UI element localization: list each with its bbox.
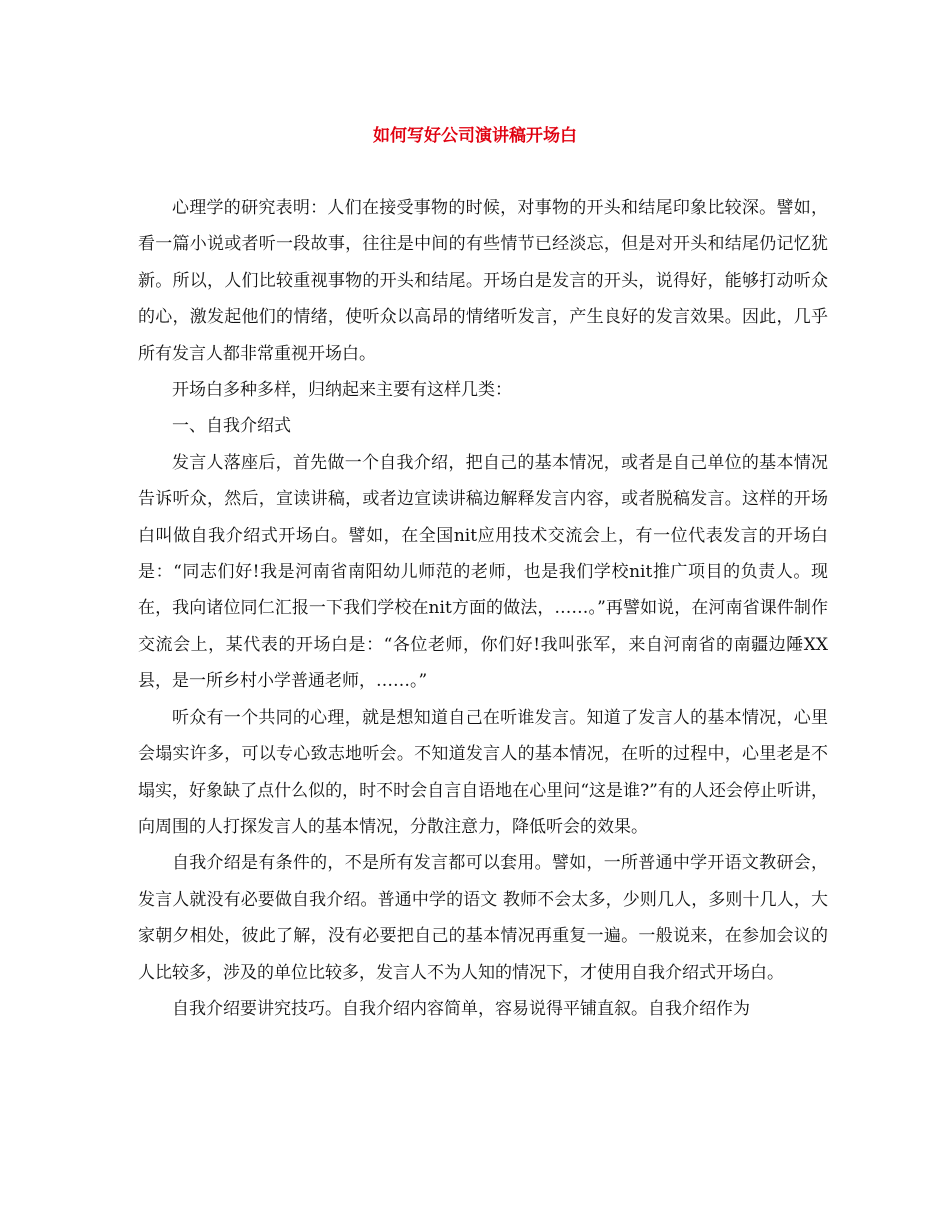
paragraph: 听众有一个共同的心理，就是想知道自己在听谁发言。知道了发言人的基本情况，心里会塌实许多，可以专心致志地听会。不知道发言人的基本情况，在听的过程中，心里老是不塌实，好象缺了点什么似的，时不时会自言自语地在心里问“这是谁?”有的人还会停止听讲，向周围的人打探发言人的基本情况，分散注意力，降低听会的效果。: [138, 707, 828, 837]
section-heading: 一、自我介绍式: [172, 416, 291, 437]
paragraph: 自我介绍要讲究技巧。自我介绍内容简单，容易说得平铺直叙。自我介绍作为: [172, 998, 750, 1019]
document-title: 如何写好公司演讲稿开场白: [373, 126, 577, 146]
document-body: [138, 190, 828, 1027]
paragraph: 开场白多种多样，归纳起来主要有这样几类：: [172, 380, 512, 401]
paragraph: 发言人落座后，首先做一个自我介绍，把自己的基本情况，或者是自己单位的基本情况告诉听众，然后，宣读讲稿，或者边宣读讲稿边解释发言内容，或者脱稿发言。这样的开场白叫做自我介绍式开场白。譬如，在全国nit应用技术交流会上，有一位代表发言的开场白是：“同志们好!我是河南省南阳幼儿师范的老师，也是我们学校nit推广项目的负责人。现在，我向诸位同仁汇报一下我们学校在nit方面的做法，……。”再譬如说，在河南省课件制作交流会上，某代表的开场白是：“各位老师，你们好!我叫张军，来自河南省的南疆边陲XX县，是一所乡村小学普通老师，……。”: [138, 452, 828, 692]
paragraph: 自我介绍是有条件的，不是所有发言都可以套用。譬如，一所普通中学开语文教研会，发言人就没有必要做自我介绍。普通中学的语文 教师不会太多，少则几人，多则十几人，大家朝夕相处，彼此了解，没有必要把自己的基本情况再重复一遍。一般说来，在参加会议的人比较多，涉及的单位比较多，发言人不为人知的情况下，才使用自我介绍式开场白。: [138, 853, 828, 983]
paragraph: 心理学的研究表明：人们在接受事物的时候，对事物的开头和结尾印象比较深。譬如，看一篇小说或者听一段故事，往往是中间的有些情节已经淡忘，但是对开头和结尾仍记忆犹新。所以，人们比较重视事物的开头和结尾。开场白是发言的开头，说得好，能够打动听众的心，激发起他们的情绪，使听众以高昂的情绪听发言，产生良好的发言效果。因此，几乎所有发言人都非常重视开场白。: [138, 198, 828, 364]
